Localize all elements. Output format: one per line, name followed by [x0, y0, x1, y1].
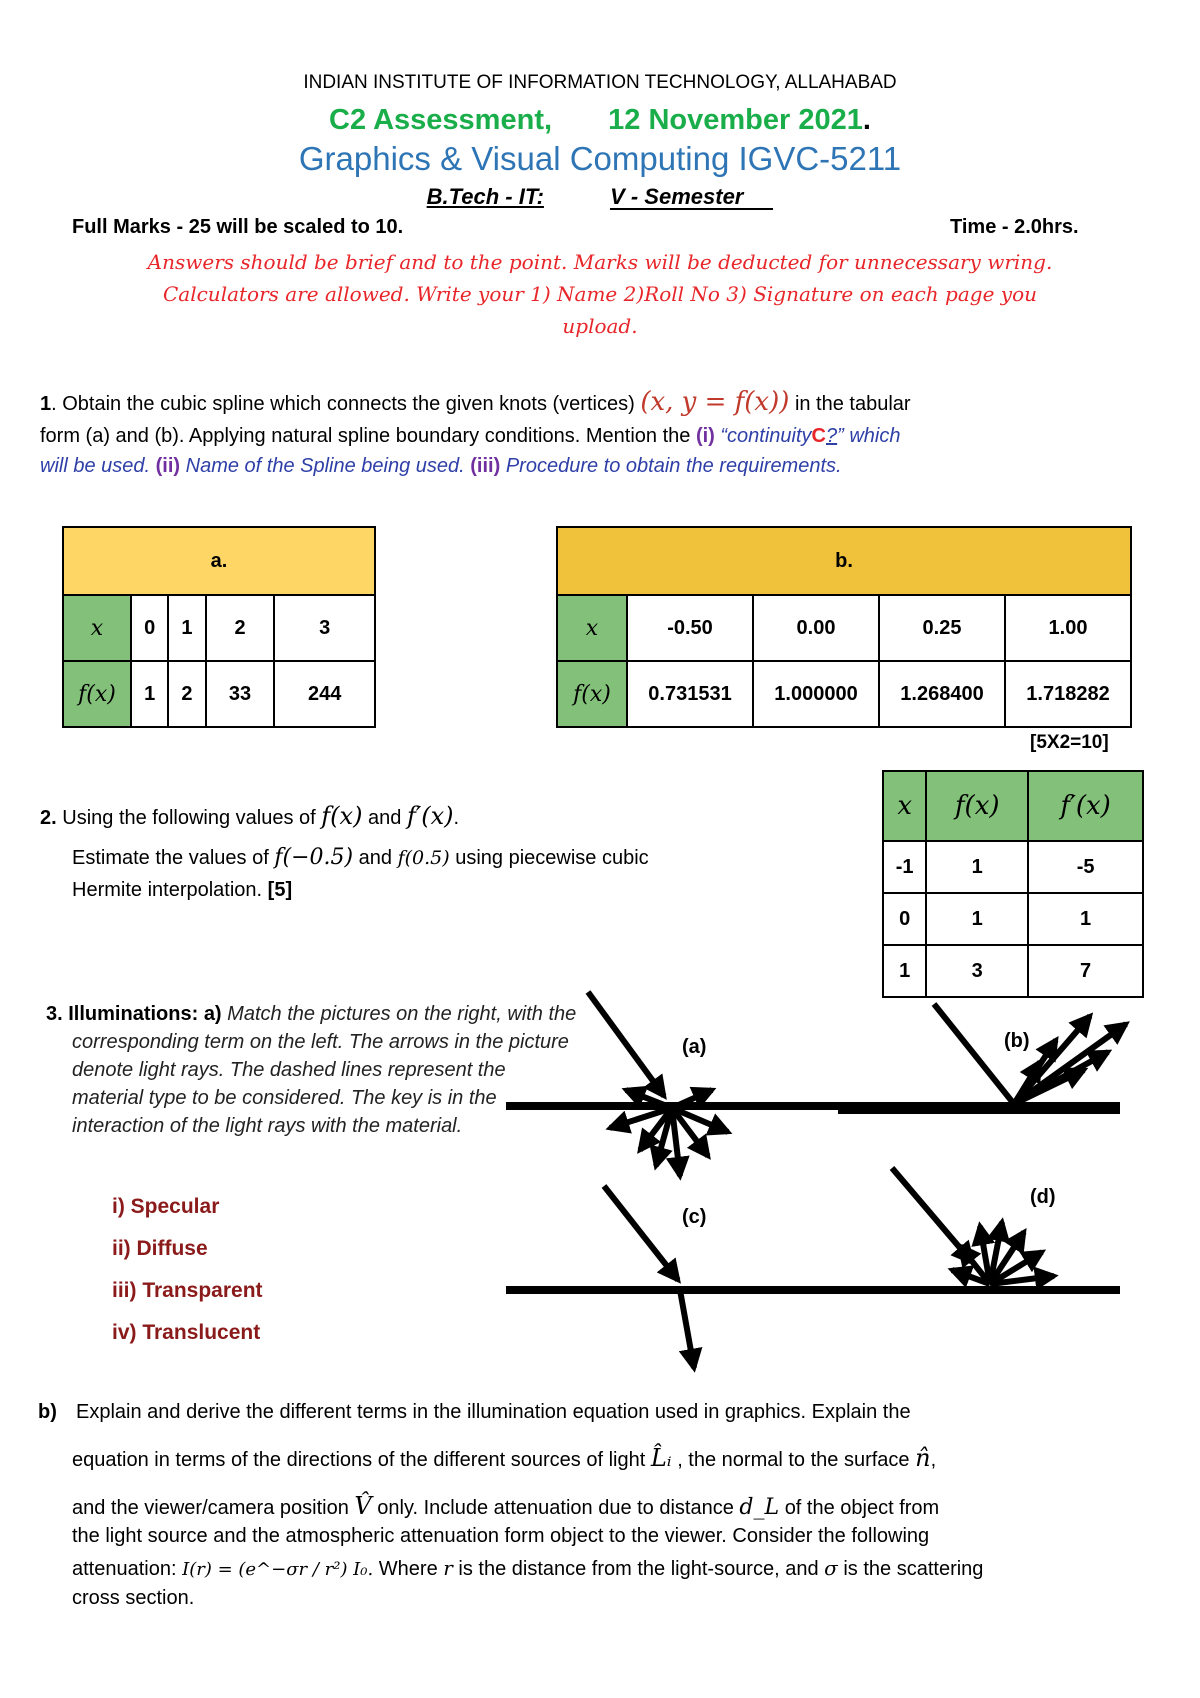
qb-viewer: V̂ [354, 1492, 372, 1520]
ray-a-incident [588, 992, 664, 1096]
table-a-title: a. [63, 527, 375, 595]
table-b-fx-label: f(x) [557, 661, 627, 727]
q3-title: Illuminations: [68, 1003, 199, 1025]
qb-line2: equation in terms of the directions of the different sources of light [72, 1449, 646, 1471]
table-b-x-label: x [557, 595, 627, 661]
ray-c-incident [604, 1186, 678, 1280]
instructions-line-2: Calculators are allowed. Write your 1) Name 2)Roll No 3) Signature on each page you [162, 282, 1037, 306]
q2-line3: Hermite interpolation. [72, 879, 263, 901]
qb-sigma: σ [824, 1556, 838, 1580]
option-translucent: iv) Translucent [112, 1321, 261, 1344]
q1-text-c: form (a) and (b). Applying natural spline boundary conditions. Mention the [40, 425, 691, 447]
table-b-cell: 0.731531 [627, 661, 753, 727]
q1-i-end: ” which [837, 425, 901, 447]
option-diffuse: ii) Diffuse [112, 1237, 208, 1260]
figure-label-b: (b) [1004, 1030, 1030, 1052]
table-b-cell: 0.25 [879, 595, 1005, 661]
table-b-title: b. [557, 527, 1131, 595]
marks-q1: [5X2=10] [1030, 732, 1109, 753]
q2-fp: f′(x) [406, 802, 454, 830]
q1-i-tag: (i) [695, 425, 715, 447]
q1-c-letter: C [811, 425, 826, 447]
qb-line2c: , [930, 1449, 937, 1471]
table-c-cell: 7 [1028, 945, 1143, 997]
q2-number: 2. [40, 807, 57, 829]
qb-line3b: only. Include attenuation due to distance [377, 1497, 734, 1519]
exam-time: Time - 2.0hrs. [950, 216, 1079, 238]
qb-line5d: is the scattering [843, 1558, 984, 1580]
table-a-cell: 33 [206, 661, 275, 727]
qb-normal: n̂ [915, 1444, 931, 1472]
table-a-cell: 0 [131, 595, 168, 661]
assessment-title: C2 Assessment, [329, 104, 553, 136]
q1-q-mark: ? [826, 425, 838, 447]
table-c-header: f′(x) [1028, 771, 1143, 841]
assessment-line: C2 Assessment, 12 November 2021. [329, 104, 871, 136]
course-title: Graphics & Visual Computing IGVC-5211 [298, 140, 902, 177]
q2-and: and [368, 807, 402, 829]
question-3b [38, 1398, 1148, 1612]
table-b-cell: 1.268400 [879, 661, 1005, 727]
figure-label-c: (c) [682, 1206, 707, 1228]
q2-marks: [5] [267, 879, 293, 901]
table-c-cell: -1 [883, 841, 926, 893]
semester: V - Semester [610, 186, 773, 210]
q2-f1: f(−0.5) [274, 845, 354, 870]
institute-name: INDIAN INSTITUTE OF INFORMATION TECHNOLOGY, ALLAHABAD [303, 72, 897, 93]
q3-number: 3. [46, 1003, 63, 1025]
qb-formula: I(r) = (e^−σr / r²) I₀. [182, 1559, 374, 1580]
table-c-cell: 3 [926, 945, 1028, 997]
q1-line3: will be used. [40, 455, 151, 477]
q2-and-2: and [358, 847, 393, 869]
qb-line2b: , the normal to the surface [677, 1449, 910, 1471]
table-a-x-label: x [63, 595, 131, 661]
full-marks: Full Marks - 25 will be scaled to 10. [72, 216, 404, 238]
q1-text-b: in the tabular [794, 393, 911, 415]
table-c-cell: 0 [883, 893, 926, 945]
q3-a: a) [203, 1003, 222, 1025]
table-c-header: f(x) [926, 771, 1028, 841]
q1-number: 1 [40, 393, 52, 415]
instructions-line-1: Answers should be brief and to the point. Marks will be deducted for unnecessary wring. [147, 250, 1053, 274]
ray-b-incident [934, 1004, 1014, 1104]
qb-line3c: of the object from [784, 1497, 940, 1519]
table-c-cell: 1 [926, 841, 1028, 893]
q1-text-a: . Obtain the cubic spline which connects the given knots (vertices) [51, 393, 635, 415]
q1-ii-text: Name of the Spline being used. [185, 455, 465, 477]
table-c-cell: 1 [1028, 893, 1143, 945]
qb-light-direction: L̂ᵢ [650, 1444, 672, 1472]
q1-math: (x, y = f(x)) [640, 387, 790, 417]
q2-f: f(x) [321, 802, 363, 830]
qb-r: r [443, 1556, 453, 1580]
table-a-fx-label: f(x) [63, 661, 131, 727]
q2-line2: Estimate the values of [72, 847, 269, 869]
option-specular: i) Specular [112, 1195, 220, 1218]
q2-line1: Using the following values of [62, 807, 316, 829]
assessment-date: 12 November 2021 [608, 104, 863, 136]
table-c-cell: 1 [926, 893, 1028, 945]
option-transparent: iii) Transparent [112, 1279, 263, 1302]
qb-tag: b) [38, 1401, 57, 1423]
q2-f2: f(0.5) [397, 847, 450, 869]
qb-distance: d_L [739, 1495, 780, 1520]
table-a-cell: 3 [274, 595, 375, 661]
q1-ii-tag: (ii) [155, 455, 181, 477]
table-a-cell: 1 [168, 595, 205, 661]
figure-label-a: (a) [682, 1036, 707, 1058]
qb-line5b: Where [378, 1558, 438, 1580]
question-2: 2. Using the following values of f(x) and f′(x). Estimate the values of f(−0.5) and f(0.5) using piecewise cubic Hermite interpolation. [5] [40, 802, 649, 901]
q1-i-text: “continuity [720, 425, 812, 447]
table-b-cell: -0.50 [627, 595, 753, 661]
table-a-cell: 1 [131, 661, 168, 727]
table-b-cell: 1.718282 [1005, 661, 1131, 727]
qb-line5c: is the distance from the light-source, and [458, 1558, 819, 1580]
table-b-cell: 1.000000 [753, 661, 879, 727]
q3-text: Match the pictures on the right, with the corresponding term on the left. The arrows in the picture denote light rays. The dashed lines represent the material type to be considered. The key is in the interaction of the light rays with the material. [72, 1003, 577, 1137]
qb-line6: cross section. [72, 1587, 195, 1609]
table-c-cell: 1 [883, 945, 926, 997]
figure-label-d: (d) [1030, 1186, 1056, 1208]
q2-line2b: using piecewise cubic [455, 847, 649, 869]
table-a-cell: 244 [274, 661, 375, 727]
qb-line4: the light source and the atmospheric attenuation form object to the viewer. Consider the following [72, 1525, 930, 1547]
qb-line5: attenuation: [72, 1558, 177, 1580]
table-c-cell: -5 [1028, 841, 1143, 893]
table-b-cell: 0.00 [753, 595, 879, 661]
q1-iii-tag: (iii) [470, 455, 501, 477]
instructions-line-3: upload. [562, 314, 638, 338]
table-b-cell: 1.00 [1005, 595, 1131, 661]
table-a-cell: 2 [206, 595, 275, 661]
qb-line3: and the viewer/camera position [72, 1497, 349, 1519]
q1-iii-text: Procedure to obtain the requirements. [505, 455, 842, 477]
table-c-header: x [883, 771, 926, 841]
program: B.Tech - IT: [426, 184, 544, 209]
ray-c-refracted [680, 1290, 694, 1368]
qb-line1: Explain and derive the different terms in the illumination equation used in graphics. Explain the [76, 1401, 911, 1423]
table-a-cell: 2 [168, 661, 205, 727]
